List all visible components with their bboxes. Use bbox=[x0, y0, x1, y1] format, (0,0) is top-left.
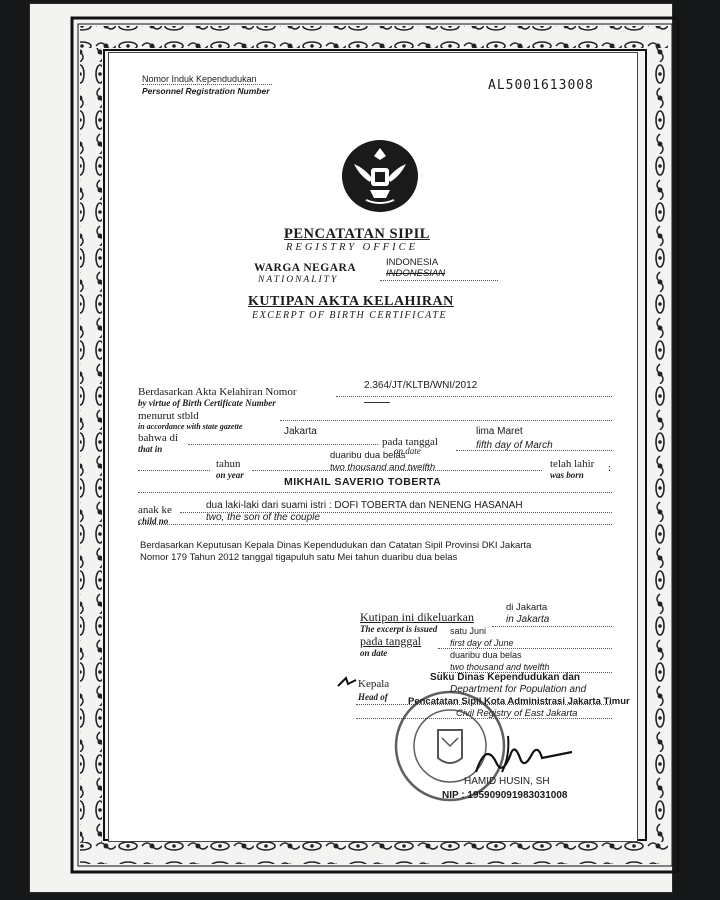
issued-place-en: in Jakarta bbox=[506, 614, 550, 625]
cert-number: 2.364/JT/KLTB/WNI/2012 bbox=[364, 380, 478, 391]
certificate-paper: Nomor Induk Kependudukan Personnel Registration Number AL5001613008 PENCATATAN SIPIL REGISTRY OFFICE WARGA NEGARA NATIONALITY INDONESIA INDONESIAN KUTIPAN AKTA KELAHIRAN EXCERPT OF BIRTH CERTIFICATE Berdasarkan Akta Kelahiran Nomor by virtue of Birth Certificate Number 2.364/JT/KLTB/WNI/2012 menurut stbld in accordance with state gazette bahwa di that in Jakarta pada tanggal on date lima Maret fifth day of March duaribu dua belas two thousand and twelfth tahun on year telah lahir was born : MIKHAIL SAVERIO TOBERTA anak ke child no dua laki-laki dari suami istri : DOFI TOBERTA dan NENENG HASANAH two, the son of the couple Berdasarkan Keputusan Kepala Dinas Kependudukan dan Catatan Sipil Provinsi DKI Jakarta Nomor 179 Tahun 2012 tanggal tigapuluh satu Mei tahun duaribu dua belas di Jakarta Kutipan ini dikeluarkan The excerpt is issued in Jakarta satu Juni pada tanggal on date first day of June duaribu dua belas two thousand and twelfth Kepala Head of Suku Dinas Kependudukan dan Department for Population and Pencatatan Sipil Kota Administrasi Jakarta Timur Civil Registry of East Jakarta HAMID HUSIN, SH NIP : 195909091983031008 bbox=[30, 4, 672, 892]
decision-line-2: Nomor 179 Tahun 2012 tanggal tigapuluh satu Mei tahun duaribu dua belas bbox=[140, 552, 458, 563]
signer-name: HAMID HUSIN, SH bbox=[464, 776, 550, 787]
signer-nip: NIP : 195909091983031008 bbox=[442, 790, 568, 801]
issued-year-value-en: two thousand and twelfth bbox=[450, 662, 550, 672]
issued-date-value: satu Juni bbox=[450, 626, 487, 636]
nationality-value-en: INDONESIAN bbox=[386, 268, 446, 279]
child-order-value: dua laki-laki dari suami istri : DOFI TOBERTA dan NENENG HASANAH bbox=[206, 500, 523, 511]
year-label: tahun bbox=[216, 458, 241, 470]
garuda-emblem-icon bbox=[340, 138, 420, 214]
basis-label-en: by virtue of Birth Certificate Number bbox=[138, 398, 276, 408]
stbld-label: menurut stbld bbox=[138, 410, 199, 422]
nationality-value: INDONESIA bbox=[386, 257, 439, 268]
birth-date-value-en: fifth day of March bbox=[476, 440, 553, 451]
place-label-en: that in bbox=[138, 444, 163, 454]
basis-label: Berdasarkan Akta Kelahiran Nomor bbox=[138, 386, 297, 398]
office-line-1-en: Department for Population and bbox=[450, 684, 587, 695]
born-label: telah lahir bbox=[550, 458, 595, 470]
document-title: KUTIPAN AKTA KELAHIRAN bbox=[248, 294, 454, 309]
issued-date-value-en: first day of June bbox=[450, 638, 514, 648]
child-order-value-en: two, the son of the couple bbox=[206, 512, 320, 523]
issued-date-label: pada tanggal bbox=[360, 634, 421, 648]
reg-label-en: Personnel Registration Number bbox=[142, 86, 270, 96]
head-label: Kepala bbox=[358, 678, 390, 690]
reg-label: Nomor Induk Kependudukan bbox=[142, 74, 257, 84]
birth-date-value: lima Maret bbox=[476, 426, 523, 437]
office-line-1: Suku Dinas Kependudukan dan bbox=[430, 672, 581, 683]
child-order-label-en: child no bbox=[138, 516, 169, 526]
head-label-en: Head of bbox=[358, 692, 388, 702]
registration-number: AL5001613008 bbox=[488, 78, 594, 93]
stbld-label-en: in accordance with state gazette bbox=[138, 422, 243, 431]
date-label-en: on date bbox=[394, 446, 421, 456]
decision-line-1: Berdasarkan Keputusan Kepala Dinas Kependudukan dan Catatan Sipil Provinsi DKI Jakarta bbox=[140, 540, 532, 551]
office-line-2: Pencatatan Sipil Kota Administrasi Jakarta Timur bbox=[408, 696, 630, 707]
year-label-en: on year bbox=[216, 470, 244, 480]
office-line-2-en: Civil Registry of East Jakarta bbox=[456, 708, 578, 719]
birth-place-value: Jakarta bbox=[284, 426, 317, 437]
pen-mark-icon bbox=[336, 674, 358, 690]
nationality-label: WARGA NEGARA bbox=[254, 262, 357, 274]
issued-date-label-en: on date bbox=[360, 648, 388, 658]
issued-place: di Jakarta bbox=[506, 602, 548, 613]
issued-year-value: duaribu dua belas bbox=[450, 650, 522, 660]
issued-label-en: The excerpt is issued bbox=[360, 624, 438, 634]
issued-label: Kutipan ini dikeluarkan bbox=[360, 610, 474, 624]
date-label: pada tanggal bbox=[382, 436, 438, 448]
birth-year-value-en: two thousand and twelfth bbox=[330, 462, 436, 473]
child-name: MIKHAIL SAVERIO TOBERTA bbox=[284, 476, 442, 488]
registry-office-title-en: REGISTRY OFFICE bbox=[286, 242, 419, 253]
born-label-en: was born bbox=[550, 470, 584, 480]
registry-office-title: PENCATATAN SIPIL bbox=[284, 226, 430, 242]
nationality-label-en: NATIONALITY bbox=[258, 275, 339, 285]
place-label: bahwa di bbox=[138, 432, 179, 444]
document-title-en: EXCERPT OF BIRTH CERTIFICATE bbox=[252, 310, 448, 321]
birth-year-value: duaribu dua belas bbox=[330, 450, 406, 461]
child-order-label: anak ke bbox=[138, 504, 172, 516]
